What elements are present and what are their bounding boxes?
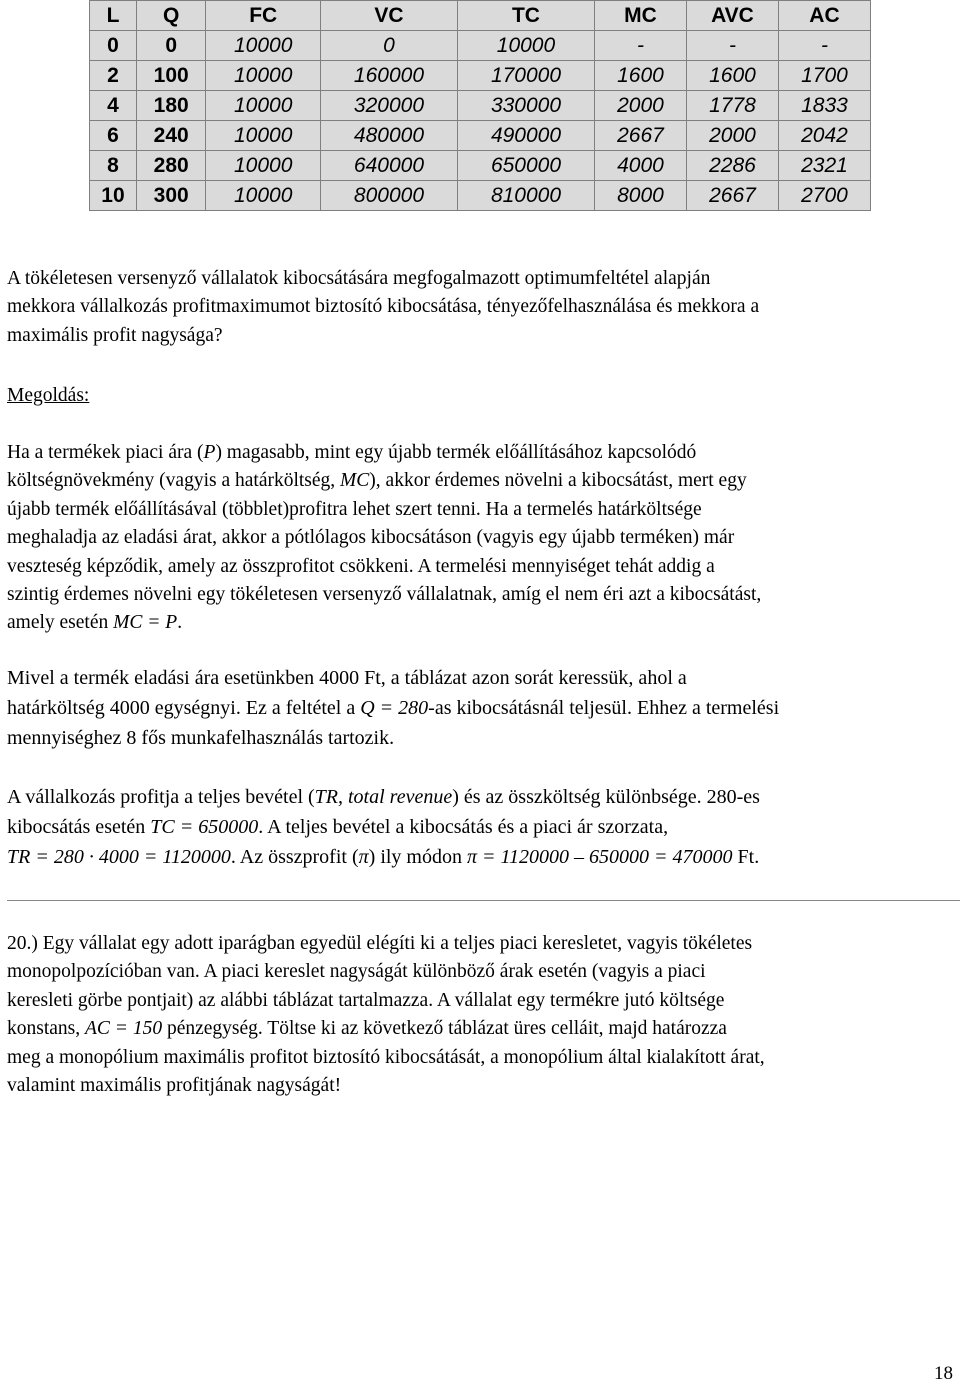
table-header: FC: [206, 1, 321, 31]
table-cell: 0: [136, 31, 205, 61]
math-variable: π: [358, 846, 369, 868]
table-row: [90, 181, 871, 211]
table-cell: 10000: [206, 91, 321, 121]
solution-paragraph-3: [7, 782, 953, 872]
text-line: [7, 439, 953, 467]
text-line: [7, 812, 953, 842]
math-formula: TR = 280 · 4000 = 1120000: [7, 846, 231, 868]
table-cell: 10000: [206, 151, 321, 181]
table-cell: 640000: [320, 151, 457, 181]
table-cell: 1833: [778, 91, 870, 121]
table-header: L: [90, 1, 137, 31]
text-line: Mivel a termék eladási ára esetünkben 4000 Ft, a táblázat azon sorát keressük, ahol a: [7, 667, 687, 689]
solution-paragraph-1: [7, 439, 953, 638]
text-span: költségnövekmény (vagyis a határköltség,: [7, 470, 341, 492]
text-span: . Az összprofit (: [230, 846, 359, 868]
text-line: valamint maximális profitjának nagyságát!: [7, 1075, 342, 1097]
text-span: kibocsátás esetén: [7, 816, 151, 838]
math-variable: P: [203, 442, 216, 463]
table-cell: 2000: [594, 91, 686, 121]
text-span: .: [177, 612, 183, 634]
cost-table-container: [89, 0, 871, 211]
solution-label: Megoldás:: [7, 385, 90, 406]
text-line: veszteség képződik, amely az összprofitot csökkeni. A termelési mennyiséget tehát addig a: [7, 555, 715, 577]
text-line: A tökéletesen versenyző vállalatok kibocsátására megfogalmazott optimumfeltétel alapján: [7, 268, 711, 289]
text-span: A vállalkozás profitja a teljes bevétel (: [7, 786, 315, 808]
table-row: [90, 91, 871, 121]
text-line: újabb termék előállításával (többlet)profitra lehet szert tenni. Ha a termelés határköltsége: [7, 498, 702, 520]
table-cell: 280: [136, 151, 205, 181]
table-cell: 2667: [686, 181, 778, 211]
text-line: maximális profit nagysága?: [7, 324, 223, 346]
question-paragraph: [7, 265, 953, 350]
table-cell: 2667: [594, 121, 686, 151]
math-formula: AC = 150: [85, 1018, 163, 1040]
table-cell: 1600: [686, 61, 778, 91]
table-cell: 320000: [320, 91, 457, 121]
text-span: -as kibocsátásnál teljesül. Ehhez a termelési: [428, 697, 780, 719]
math-variable: TR, total revenue: [314, 786, 453, 808]
table-header: MC: [594, 1, 686, 31]
table-cell: 10000: [206, 121, 321, 151]
table-cell: 100: [136, 61, 205, 91]
table-header: TC: [457, 1, 594, 31]
table-cell: 300: [136, 181, 205, 211]
text-span: . A teljes bevétel a kibocsátás és a piaci ár szorzata,: [258, 816, 669, 838]
table-cell: 1600: [594, 61, 686, 91]
text-span: konstans,: [7, 1018, 85, 1040]
text-line: monopolpozícióban van. A piaci kereslet nagyságát különböző árak esetén (vagyis a piaci: [7, 961, 706, 983]
table-cell: 4: [90, 91, 137, 121]
table-cell: 2042: [778, 121, 870, 151]
solution-heading: [7, 382, 953, 410]
table-row: [90, 121, 871, 151]
text-span: pénzegység. Töltse ki az következő táblázat üres celláit, majd határozza: [162, 1018, 727, 1040]
text-line: [7, 842, 953, 872]
text-line: keresleti görbe pontjait) az alábbi táblázat tartalmazza. A vállalat egy termékre jutó költsége: [7, 989, 725, 1011]
table-cell: 10000: [457, 31, 594, 61]
table-cell: 10000: [206, 61, 321, 91]
text-span: ) és az összköltség különbsége. 280-es: [452, 786, 760, 808]
table-cell: 10: [90, 181, 137, 211]
table-cell: 0: [320, 31, 457, 61]
table-cell: 2321: [778, 151, 870, 181]
text-span: amely esetén: [7, 612, 114, 634]
text-line: meghaladja az eladási árat, akkor a pótlólagos kibocsátáson (vagyis egy újabb terméken) már: [7, 527, 735, 549]
table-cell: 240: [136, 121, 205, 151]
table-header-row: [90, 1, 871, 31]
text-line: mekkora vállalkozás profitmaximumot biztosító kibocsátása, tényezőfelhasználása és mekkora a: [7, 296, 760, 318]
table-cell: 160000: [320, 61, 457, 91]
text-span: ) ily módon: [368, 846, 467, 868]
table-cell: -: [686, 31, 778, 61]
table-cell: 650000: [457, 151, 594, 181]
table-cell: 800000: [320, 181, 457, 211]
text-line: szintig érdemes növelni egy tökéletesen versenyző vállalatnak, amíg el nem éri azt a kibocsátást,: [7, 584, 762, 606]
table-cell: 480000: [320, 121, 457, 151]
table-cell: 10000: [206, 31, 321, 61]
table-cell: 6: [90, 121, 137, 151]
cost-table: [89, 0, 871, 211]
table-cell: 180: [136, 91, 205, 121]
table-cell: 8000: [594, 181, 686, 211]
table-cell: 8: [90, 151, 137, 181]
text-line: [7, 467, 953, 495]
solution-paragraph-2: [7, 663, 953, 753]
table-cell: -: [778, 31, 870, 61]
table-cell: 2286: [686, 151, 778, 181]
text-line: [7, 782, 953, 812]
table-cell: 490000: [457, 121, 594, 151]
table-cell: 0: [90, 31, 137, 61]
text-span: ) magasabb, mint egy újabb termék előállításához kapcsolódó: [215, 442, 697, 463]
section-divider: [7, 900, 960, 901]
table-cell: 2: [90, 61, 137, 91]
table-header: VC: [320, 1, 457, 31]
table-cell: 330000: [457, 91, 594, 121]
table-cell: 4000: [594, 151, 686, 181]
table-cell: 1700: [778, 61, 870, 91]
text-span: határköltség 4000 egységnyi. Ez a feltétel a: [7, 697, 361, 719]
text-span: Ft.: [732, 846, 760, 868]
text-span: Ha a termékek piaci ára (: [7, 442, 204, 463]
table-cell: 1778: [686, 91, 778, 121]
table-header: Q: [136, 1, 205, 31]
text-line: [7, 693, 953, 723]
math-formula: MC = P: [113, 612, 178, 634]
table-cell: 810000: [457, 181, 594, 211]
math-formula: TC = 650000: [150, 816, 259, 838]
math-formula: π = 1120000 – 650000 = 470000: [467, 846, 733, 868]
text-line: 20.) Egy vállalat egy adott iparágban egyedül elégíti ki a teljes piaci keresletet, vagyis tökéletes: [7, 933, 753, 954]
table-cell: -: [594, 31, 686, 61]
problem-20-paragraph: [7, 930, 953, 1100]
table-header: AVC: [686, 1, 778, 31]
math-formula: Q = 280: [360, 697, 429, 719]
table-cell: 2000: [686, 121, 778, 151]
table-cell: 2700: [778, 181, 870, 211]
text-span: ), akkor érdemes növelni a kibocsátást, mert egy: [369, 470, 747, 492]
math-variable: MC: [340, 470, 370, 492]
table-header: AC: [778, 1, 870, 31]
table-row: [90, 151, 871, 181]
table-row: [90, 61, 871, 91]
table-cell: 170000: [457, 61, 594, 91]
table-row: [90, 31, 871, 61]
text-line: [7, 1015, 953, 1043]
table-cell: 10000: [206, 181, 321, 211]
page-number: 18: [934, 1363, 953, 1384]
text-line: meg a monopólium maximális profitot biztosító kibocsátását, a monopólium által kialakított árat,: [7, 1046, 765, 1068]
text-line: mennyiséghez 8 fős munkafelhasználás tartozik.: [7, 727, 395, 749]
text-line: [7, 609, 953, 637]
